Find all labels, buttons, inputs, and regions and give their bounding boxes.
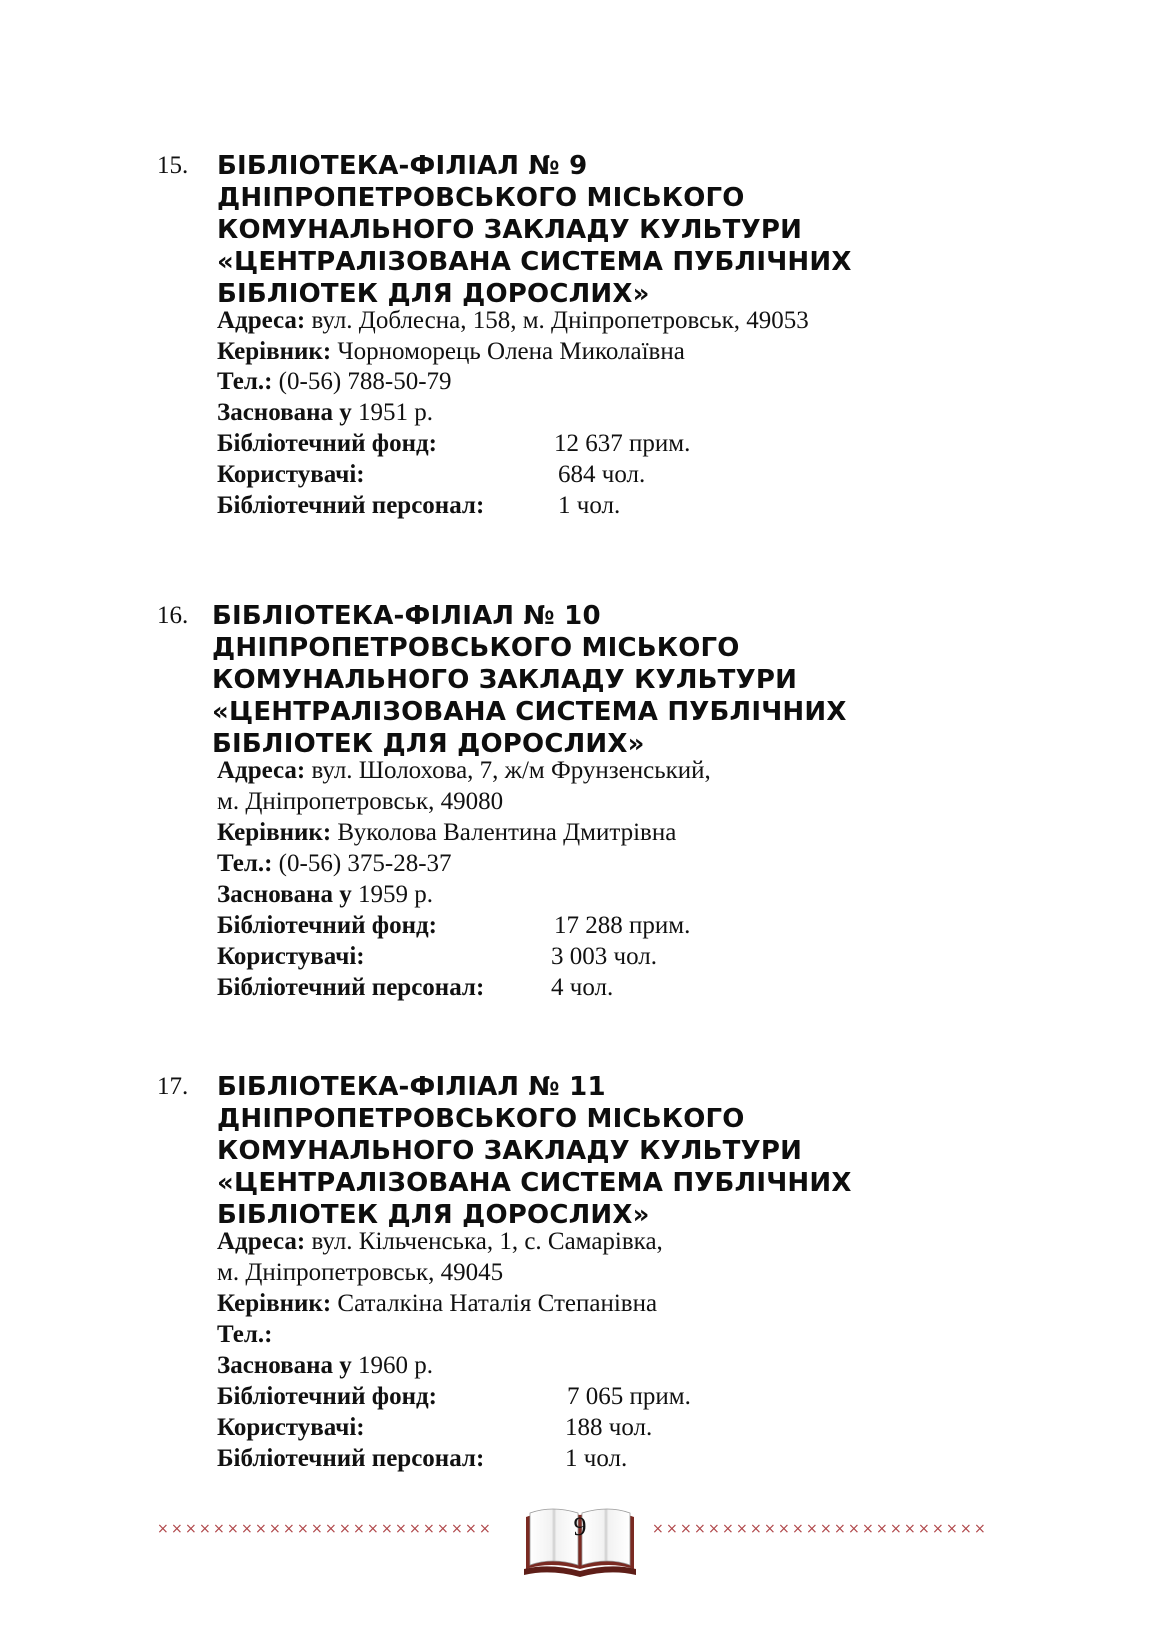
staff-line	[217, 490, 484, 522]
head-value: Саталкіна Наталія Степанівна	[331, 1290, 658, 1317]
ornament-cross-icon: ×	[213, 1521, 225, 1537]
fund-label: Бібліотечний фонд:	[217, 1383, 437, 1410]
ornament-cross-icon: ×	[423, 1521, 435, 1537]
staff-line	[217, 1443, 484, 1475]
ornament-cross-icon: ×	[680, 1521, 692, 1537]
ornament-cross-icon: ×	[876, 1521, 888, 1537]
ornament-cross-icon: ×	[479, 1521, 491, 1537]
ornament-cross-icon: ×	[750, 1521, 762, 1537]
ornament-cross-icon: ×	[736, 1521, 748, 1537]
staff-value: 1 чол.	[558, 492, 621, 519]
founded-line	[217, 879, 433, 911]
ornament-cross-icon: ×	[339, 1521, 351, 1537]
head-line	[217, 817, 676, 849]
ornament-cross-icon: ×	[974, 1521, 986, 1537]
ornament-cross-icon: ×	[862, 1521, 874, 1537]
founded-line	[217, 1350, 433, 1382]
users-value: 3 003 чол.	[551, 943, 657, 970]
fund-line	[217, 428, 437, 460]
founded-label: Заснована у	[217, 399, 352, 426]
head-line	[217, 1288, 657, 1320]
ornament-cross-icon: ×	[694, 1521, 706, 1537]
ornament-cross-icon: ×	[199, 1521, 211, 1537]
address-line-2: м. Дніпропетровськ, 49045	[217, 1259, 504, 1286]
staff-label: Бібліотечний персонал:	[217, 1445, 485, 1472]
fund-line	[217, 1381, 437, 1413]
phone-label: Тел.:	[217, 1321, 273, 1348]
head-value: Чорноморець Олена Миколаївна	[331, 338, 685, 365]
entry-number: 17.	[157, 1073, 189, 1100]
staff-label: Бібліотечний персонал:	[217, 492, 485, 519]
ornament-cross-icon: ×	[297, 1521, 309, 1537]
head-label: Керівник:	[217, 338, 332, 365]
ornament-cross-icon: ×	[325, 1521, 337, 1537]
ornament-cross-icon: ×	[465, 1521, 477, 1537]
address-label: Адреса:	[217, 307, 306, 334]
head-line	[217, 336, 685, 368]
ornament-cross-icon: ×	[409, 1521, 421, 1537]
footer-ornament-right	[652, 1521, 986, 1540]
ornament-cross-icon: ×	[806, 1521, 818, 1537]
phone-label: Тел.:	[217, 850, 273, 877]
users-value: 684 чол.	[558, 461, 646, 488]
entry-title: БІБЛІОТЕКА-ФІЛІАЛ № 11 ДНІПРОПЕТРОВСЬКОГО МІСЬКОГО КОМУНАЛЬНОГО ЗАКЛАДУ КУЛЬТУРИ «ЦЕНТРАЛІЗОВАНА СИСТЕМА ПУБЛІЧНИХ БІБЛІОТЕК ДЛЯ ДОРОСЛИХ»	[217, 1072, 852, 1230]
ornament-cross-icon: ×	[890, 1521, 902, 1537]
ornament-cross-icon: ×	[171, 1521, 183, 1537]
ornament-cross-icon: ×	[722, 1521, 734, 1537]
ornament-cross-icon: ×	[918, 1521, 930, 1537]
page-footer	[0, 1503, 1164, 1583]
phone-value: (0-56) 788-50-79	[272, 368, 452, 395]
ornament-cross-icon: ×	[904, 1521, 916, 1537]
ornament-cross-icon: ×	[283, 1521, 295, 1537]
ornament-cross-icon: ×	[932, 1521, 944, 1537]
users-value: 188 чол.	[565, 1414, 653, 1441]
page-number: 9	[573, 1512, 587, 1541]
ornament-cross-icon: ×	[792, 1521, 804, 1537]
ornament-cross-icon: ×	[157, 1521, 169, 1537]
users-line	[217, 1412, 365, 1444]
users-label: Користувачі:	[217, 461, 365, 488]
founded-line	[217, 397, 433, 429]
phone-label: Тел.:	[217, 368, 273, 395]
address-value: вул. Шолохова, 7, ж/м Фрунзенський,	[305, 757, 711, 784]
users-label: Користувачі:	[217, 1414, 365, 1441]
ornament-cross-icon: ×	[946, 1521, 958, 1537]
phone-line	[217, 848, 452, 880]
entry-title: БІБЛІОТЕКА-ФІЛІАЛ № 10 ДНІПРОПЕТРОВСЬКОГО МІСЬКОГО КОМУНАЛЬНОГО ЗАКЛАДУ КУЛЬТУРИ «ЦЕНТРАЛІЗОВАНА СИСТЕМА ПУБЛІЧНИХ БІБЛІОТЕК ДЛЯ ДОРОСЛИХ»	[212, 601, 847, 759]
fund-value: 17 288 прим.	[554, 912, 691, 939]
staff-value: 4 чол.	[551, 974, 614, 1001]
founded-label: Заснована у	[217, 881, 352, 908]
fund-label: Бібліотечний фонд:	[217, 430, 437, 457]
staff-label: Бібліотечний персонал:	[217, 974, 485, 1001]
head-value: Вуколова Валентина Дмитрівна	[331, 819, 677, 846]
ornament-cross-icon: ×	[666, 1521, 678, 1537]
address-label: Адреса:	[217, 757, 306, 784]
entry-title: БІБЛІОТЕКА-ФІЛІАЛ № 9 ДНІПРОПЕТРОВСЬКОГО МІСЬКОГО КОМУНАЛЬНОГО ЗАКЛАДУ КУЛЬТУРИ «ЦЕНТРАЛІЗОВАНА СИСТЕМА ПУБЛІЧНИХ БІБЛІОТЕК ДЛЯ ДОРОСЛИХ»	[217, 151, 852, 309]
address-line-2: м. Дніпропетровськ, 49080	[217, 788, 504, 815]
ornament-cross-icon: ×	[255, 1521, 267, 1537]
entry-number: 15.	[157, 152, 189, 179]
founded-value: 1959 р.	[351, 881, 433, 908]
address-value: вул. Доблесна, 158, м. Дніпропетровськ, 49053	[305, 307, 809, 334]
users-line	[217, 941, 365, 973]
phone-value: (0-56) 375-28-37	[272, 850, 452, 877]
ornament-cross-icon: ×	[269, 1521, 281, 1537]
founded-label: Заснована у	[217, 1352, 352, 1379]
users-label: Користувачі:	[217, 943, 365, 970]
phone-line	[217, 1319, 272, 1351]
ornament-cross-icon: ×	[820, 1521, 832, 1537]
ornament-cross-icon: ×	[652, 1521, 664, 1537]
ornament-cross-icon: ×	[185, 1521, 197, 1537]
head-label: Керівник:	[217, 819, 332, 846]
founded-value: 1960 р.	[351, 1352, 433, 1379]
ornament-cross-icon: ×	[708, 1521, 720, 1537]
ornament-cross-icon: ×	[451, 1521, 463, 1537]
ornament-cross-icon: ×	[381, 1521, 393, 1537]
fund-value: 7 065 прим.	[567, 1383, 691, 1410]
fund-value: 12 637 прим.	[554, 430, 691, 457]
entry-number: 16.	[157, 602, 189, 629]
ornament-cross-icon: ×	[395, 1521, 407, 1537]
staff-line	[217, 972, 484, 1004]
phone-line	[217, 366, 452, 398]
address-value: вул. Кільченська, 1, с. Самарівка,	[305, 1228, 663, 1255]
founded-value: 1951 р.	[351, 399, 433, 426]
ornament-cross-icon: ×	[848, 1521, 860, 1537]
ornament-cross-icon: ×	[960, 1521, 972, 1537]
ornament-cross-icon: ×	[834, 1521, 846, 1537]
ornament-cross-icon: ×	[764, 1521, 776, 1537]
address-line	[217, 755, 711, 787]
users-line	[217, 459, 365, 491]
ornament-cross-icon: ×	[241, 1521, 253, 1537]
address-line	[217, 1226, 663, 1258]
ornament-cross-icon: ×	[227, 1521, 239, 1537]
address-label: Адреса:	[217, 1228, 306, 1255]
staff-value: 1 чол.	[565, 1445, 628, 1472]
footer-ornament-left	[157, 1521, 491, 1540]
ornament-cross-icon: ×	[353, 1521, 365, 1537]
ornament-cross-icon: ×	[778, 1521, 790, 1537]
head-label: Керівник:	[217, 1290, 332, 1317]
ornament-cross-icon: ×	[311, 1521, 323, 1537]
ornament-cross-icon: ×	[437, 1521, 449, 1537]
address-line	[217, 305, 809, 337]
fund-line	[217, 910, 437, 942]
fund-label: Бібліотечний фонд:	[217, 912, 437, 939]
ornament-cross-icon: ×	[367, 1521, 379, 1537]
